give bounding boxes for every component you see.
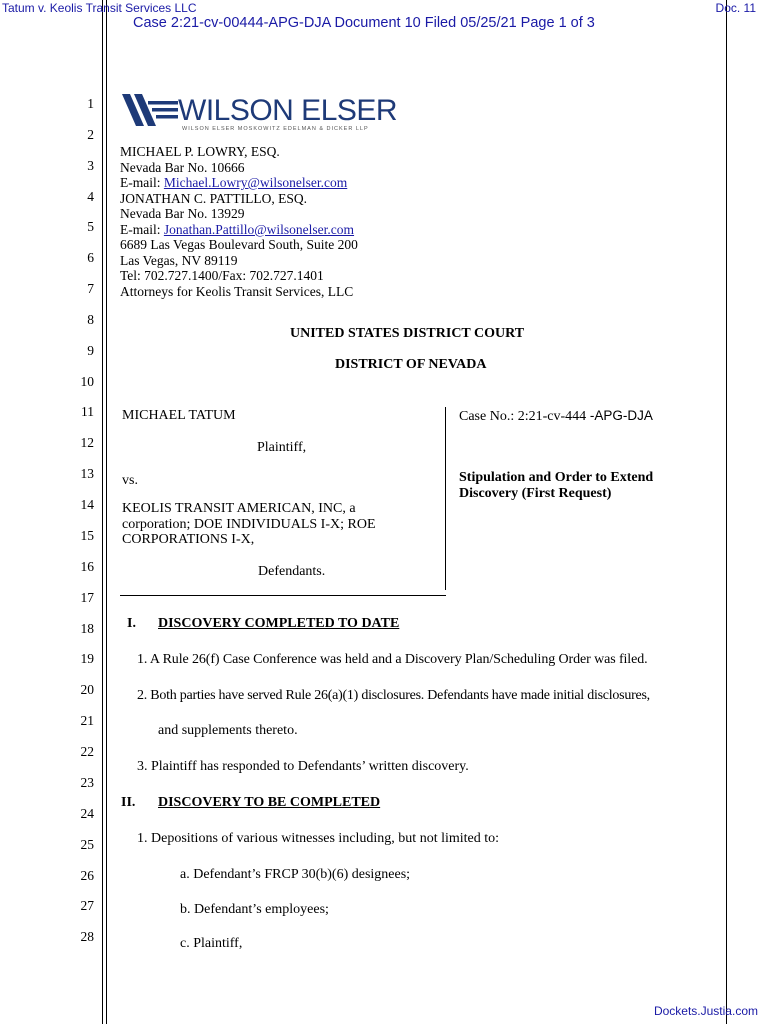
caption-bottom-rule — [120, 595, 446, 596]
plaintiff-name: MICHAEL TATUM — [122, 408, 236, 423]
line-number: 3 — [87, 158, 94, 173]
logo-subtext: WILSON ELSER MOSKOWITZ EDELMAN & DICKER LLP — [182, 126, 369, 132]
line-number: 4 — [87, 189, 94, 204]
line-number: 19 — [80, 651, 94, 666]
line-number: 12 — [80, 435, 94, 450]
defendant-label: Defendants. — [258, 564, 326, 579]
section-1-title: DISCOVERY COMPLETED TO DATE — [158, 616, 400, 631]
header-case-title[interactable]: Tatum v. Keolis Transit Services LLC — [2, 1, 197, 15]
section-2-number: II. — [121, 795, 136, 810]
line-number: 10 — [80, 374, 94, 389]
line-number: 28 — [80, 929, 94, 944]
section-2-item-1: 1. Depositions of various witnesses including, but not limited to: — [137, 831, 500, 846]
line-number: 2 — [87, 127, 94, 142]
line-number: 22 — [80, 744, 94, 759]
case-number: Case No.: 2:21-cv-444 -APG-DJA — [459, 408, 653, 424]
defendant-line-1: KEOLIS TRANSIT AMERICAN, INC, a — [122, 501, 356, 516]
line-number: 8 — [87, 312, 94, 327]
case-header: Case 2:21-cv-00444-APG-DJA Document 10 Filed 05/25/21 Page 1 of 3 — [133, 15, 595, 31]
section-2-title: DISCOVERY TO BE COMPLETED — [158, 795, 381, 810]
header-doc-number[interactable]: Doc. 11 — [715, 1, 756, 15]
email-link-1[interactable]: Michael.Lowry@wilsonelser.com — [163, 175, 348, 190]
line-number: 24 — [80, 806, 94, 821]
line-number: 27 — [80, 898, 94, 913]
logo-mark-icon — [122, 92, 182, 128]
attorney-email-row-2: E-mail: Jonathan.Pattillo@wilsonelser.com — [120, 221, 355, 237]
defendant-line-3: CORPORATIONS I-X, — [122, 532, 255, 547]
line-number: 1 — [87, 96, 94, 111]
section-1-number: I. — [127, 616, 136, 631]
attorney-address-1: 6689 Las Vegas Boulevard South, Suite 200 — [120, 237, 358, 252]
section-2-sub-b: b. Defendant’s employees; — [180, 902, 329, 917]
email-link-2[interactable]: Jonathan.Pattillo@wilsonelser.com — [163, 221, 355, 237]
line-number: 21 — [80, 713, 94, 728]
caption-divider — [445, 407, 446, 590]
line-number: 18 — [80, 621, 94, 636]
line-number: 13 — [80, 466, 94, 481]
plaintiff-label: Plaintiff, — [257, 440, 307, 455]
attorney-role: Attorneys for Keolis Transit Services, LLC — [120, 283, 354, 299]
line-number: 6 — [87, 250, 94, 265]
line-number: 15 — [80, 528, 94, 543]
left-margin-line — [102, 0, 103, 1024]
court-district: DISTRICT OF NEVADA — [335, 357, 487, 372]
left-margin-line-inner — [106, 0, 107, 1024]
line-number: 9 — [87, 343, 94, 358]
versus: vs. — [122, 473, 138, 488]
footer-link[interactable]: Dockets.Justia.com — [653, 1004, 758, 1018]
section-2-sub-a: a. Defendant’s FRCP 30(b)(6) designees; — [180, 867, 411, 882]
section-1-item-3: 3. Plaintiff has responded to Defendants’ written discovery. — [137, 759, 469, 774]
document-title-1: Stipulation and Order to Extend — [459, 470, 654, 485]
line-number: 16 — [80, 559, 94, 574]
line-number: 14 — [80, 497, 94, 512]
section-2-sub-c: c. Plaintiff, — [180, 936, 243, 951]
right-margin-line — [726, 0, 727, 1024]
attorney-bar-2: Nevada Bar No. 13929 — [120, 206, 245, 221]
attorney-email-row-1: E-mail: Michael.Lowry@wilsonelser.com — [120, 175, 348, 190]
section-1-item-2: 2. Both parties have served Rule 26(a)(1) disclosures. Defendants have made initial disclosures, — [137, 688, 650, 703]
attorney-bar-1: Nevada Bar No. 10666 — [120, 159, 245, 175]
line-number: 5 — [87, 219, 94, 234]
line-number: 11 — [81, 404, 94, 419]
line-number: 25 — [80, 837, 94, 852]
attorney-name-2: JONATHAN C. PATTILLO, ESQ. — [120, 190, 308, 206]
line-number: 23 — [80, 775, 94, 790]
document-title-2: Discovery (First Request) — [459, 486, 612, 501]
line-number: 17 — [80, 590, 94, 605]
section-1-item-1: 1. A Rule 26(f) Case Conference was held and a Discovery Plan/Scheduling Order was filed. — [137, 652, 648, 667]
court-name: UNITED STATES DISTRICT COURT — [290, 326, 525, 341]
attorney-address-2: Las Vegas, NV 89119 — [120, 252, 238, 268]
section-1-item-2-cont: and supplements thereto. — [158, 723, 298, 738]
attorney-name-1: MICHAEL P. LOWRY, ESQ. — [120, 144, 280, 159]
defendant-line-2: corporation; DOE INDIVIDUALS I-X; ROE — [122, 516, 376, 532]
line-number: 20 — [80, 682, 94, 697]
line-number: 7 — [87, 281, 94, 296]
attorney-phone: Tel: 702.727.1400/Fax: 702.727.1401 — [120, 268, 324, 283]
logo-wordmark: WILSON ELSER — [178, 94, 398, 127]
line-number: 26 — [80, 868, 94, 883]
